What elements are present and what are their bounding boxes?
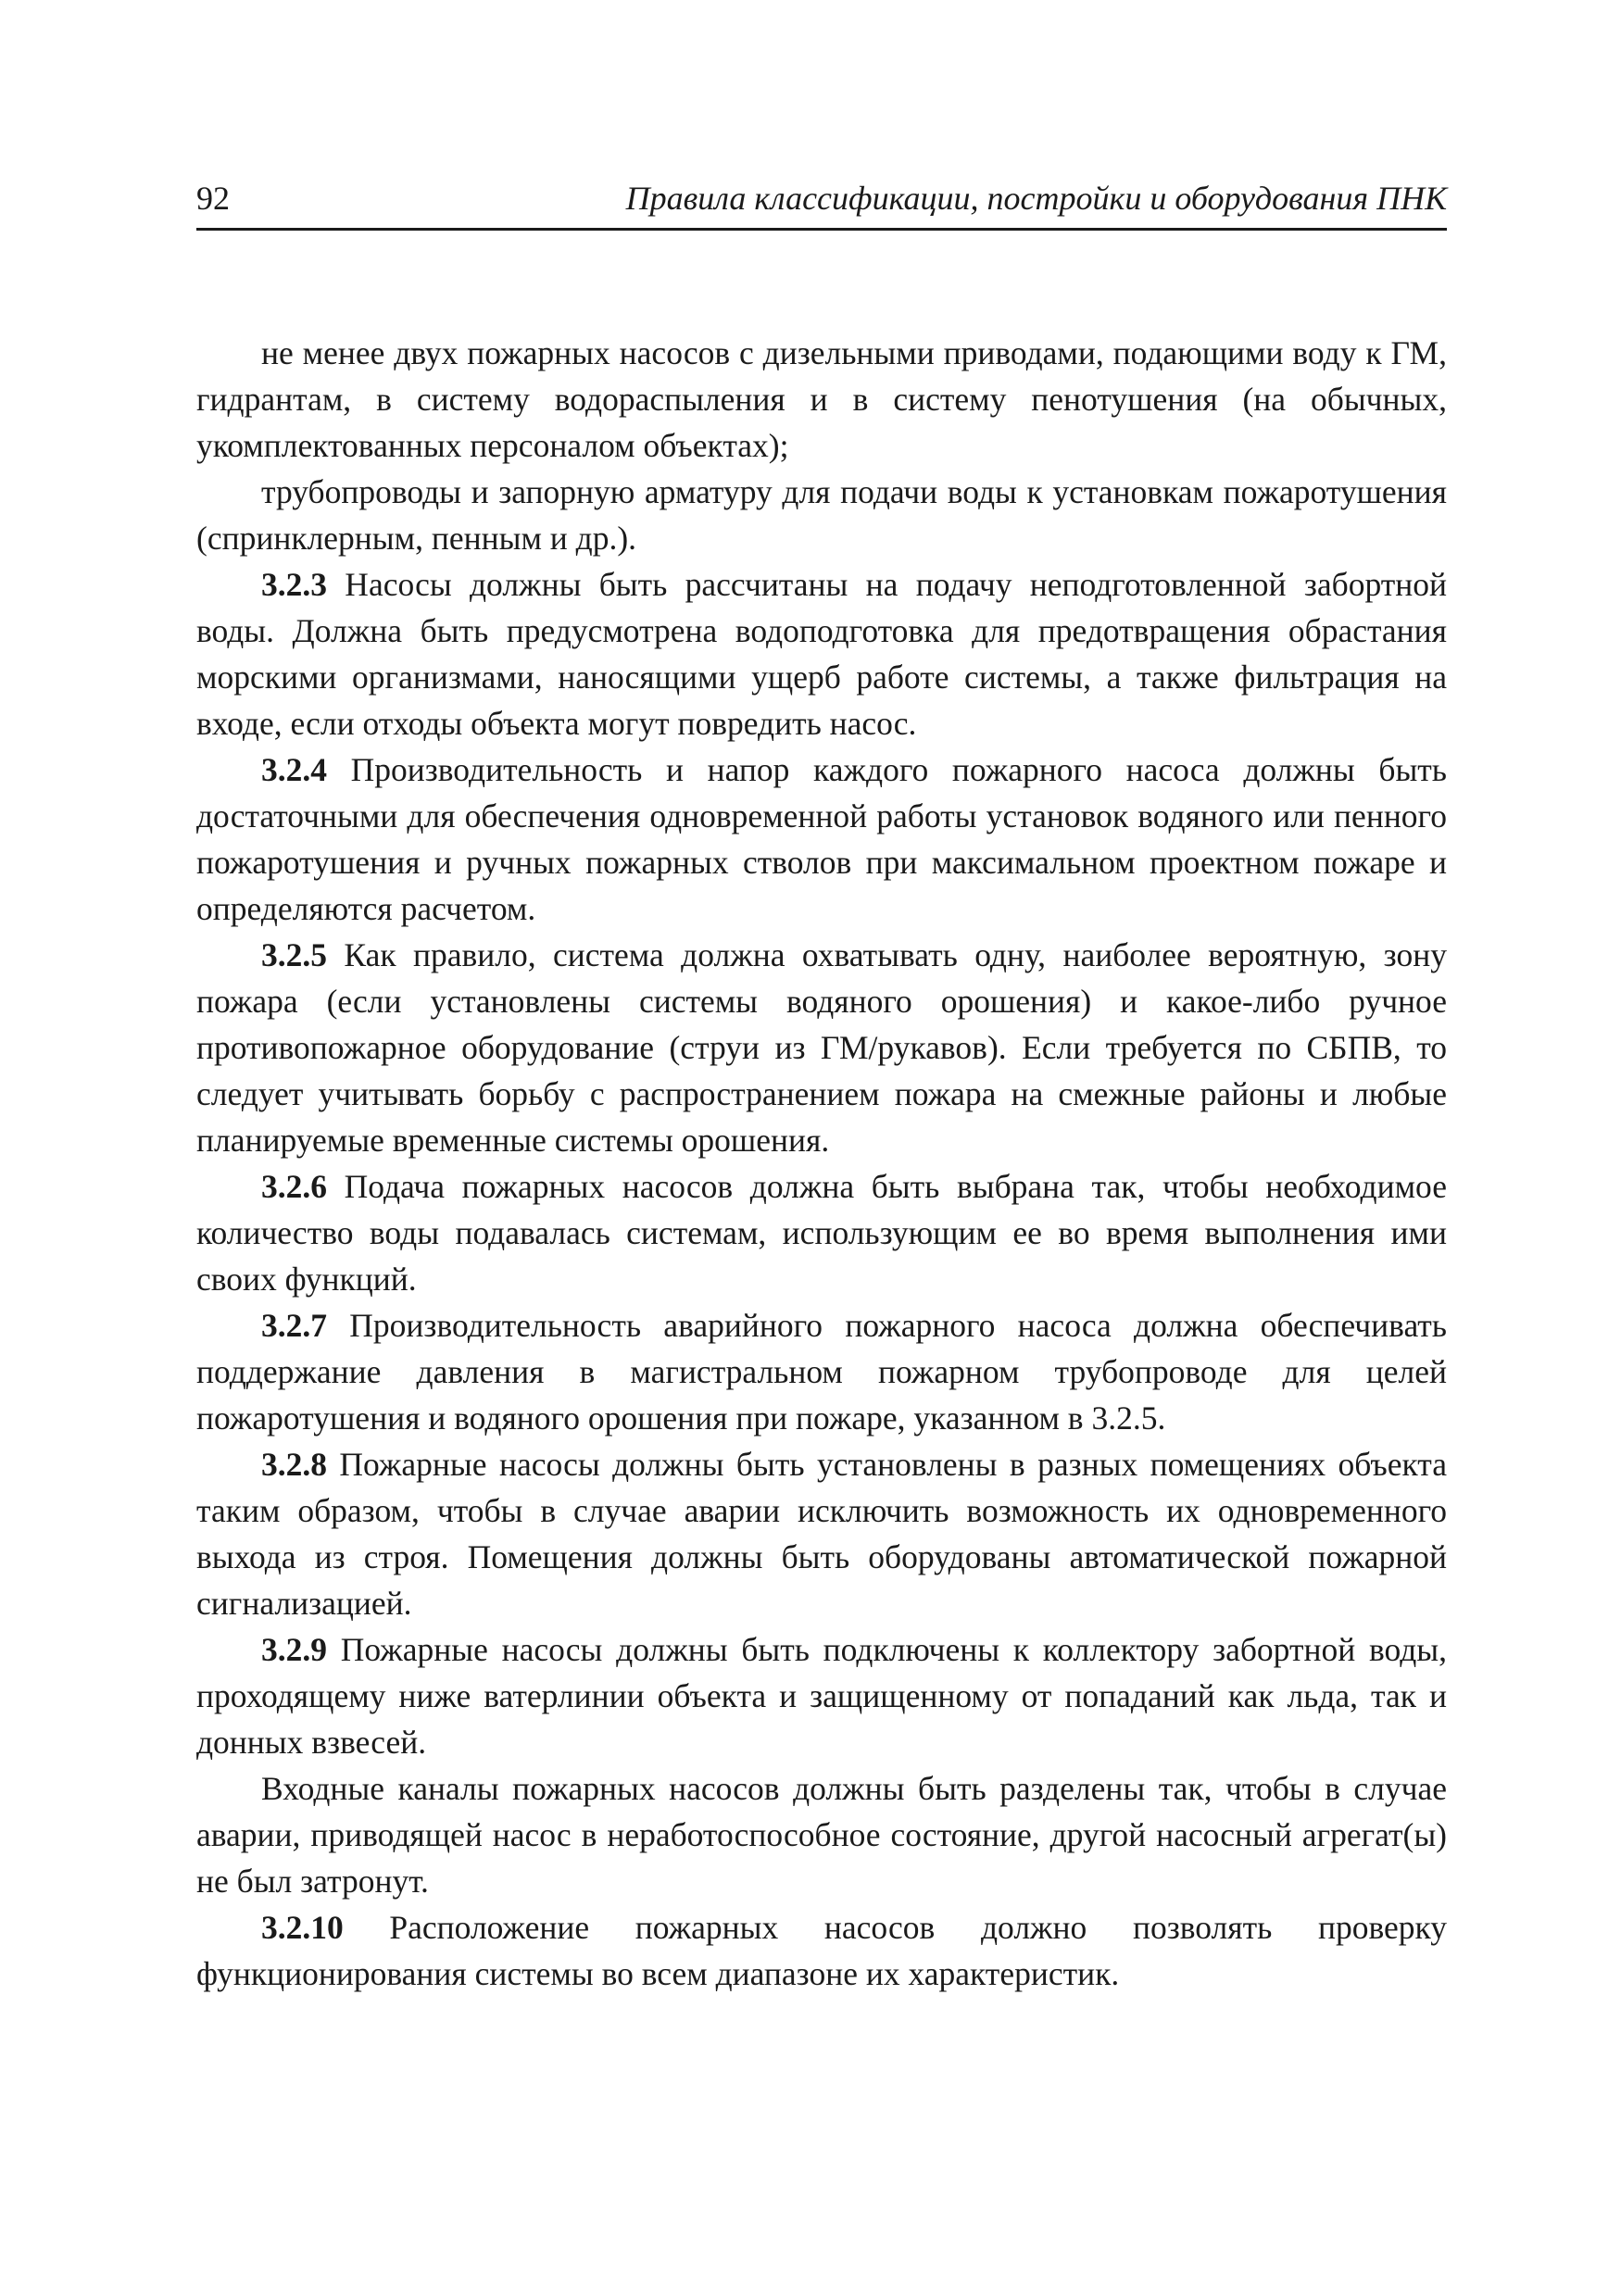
section-number: 3.2.3 (261, 566, 327, 603)
paragraph-text: Подача пожарных насосов должна быть выбрана так, чтобы необходимое количество воды подавалась системам, использующим ее во время выполнения ими своих функций. (196, 1168, 1447, 1298)
section-number: 3.2.8 (261, 1446, 327, 1483)
body-text (196, 330, 1447, 1997)
section-number: 3.2.10 (261, 1909, 344, 1946)
paragraph-text: Пожарные насосы должны быть установлены в разных помещениях объекта таким образом, чтобы в случае аварии исключить возможность их одновременного выхода из строя. Помещения должны быть оборудованы автоматической пожарной сигнализацией. (196, 1446, 1447, 1622)
paragraph-text: трубопроводы и запорную арматуру для подачи воды к установкам пожаротушения (спринклерным, пенным и др.). (196, 473, 1447, 557)
section-number: 3.2.6 (261, 1168, 327, 1205)
section-number: 3.2.7 (261, 1307, 327, 1344)
paragraph-text: Производительность и напор каждого пожарного насоса должны быть достаточными для обеспечения одновременной работы установок водяного или пенного пожаротушения и ручных пожарных стволов при максимальном проектном пожаре и определяются расчетом. (196, 751, 1447, 927)
paragraph-3-2-9-continued (196, 1765, 1447, 1904)
section-number: 3.2.5 (261, 936, 327, 973)
paragraph-text: Насосы должны быть рассчитаны на подачу неподготовленной забортной воды. Должна быть предусмотрена водоподготовка для предотвращения обрастания морскими организмами, наносящими ущерб работе системы, а также фильтрация на входе, если отходы объекта могут повредить насос. (196, 566, 1447, 742)
paragraph-text: Входные каналы пожарных насосов должны быть разделены так, чтобы в случае аварии, приводящей насос в неработоспособное состояние, другой насосный агрегат(ы) не был затронут. (196, 1770, 1447, 1900)
paragraph-3-2-4 (196, 747, 1447, 932)
paragraph-text: Производительность аварийного пожарного насоса должна обеспечивать поддержание давления в магистральном пожарном трубопроводе для целей пожаротушения и водяного орошения при пожаре, указанном в 3.2.5. (196, 1307, 1447, 1437)
paragraph-3-2-10 (196, 1904, 1447, 1997)
paragraph-3-2-7 (196, 1302, 1447, 1441)
paragraph-3-2-3 (196, 561, 1447, 747)
paragraph-text: Как правило, система должна охватывать одну, наиболее вероятную, зону пожара (если установлены системы водяного орошения) и какое-либо ручное противопожарное оборудование (струи из ГМ/рукавов). Если требуется по СБПВ, то следует учитывать борьбу с распространением пожара на смежные районы и любые планируемые временные системы орошения. (196, 936, 1447, 1159)
paragraph-3-2-8 (196, 1441, 1447, 1626)
section-number: 3.2.4 (261, 751, 327, 788)
page-header (196, 174, 1447, 231)
page-number: 92 (196, 180, 230, 217)
paragraph-3-2-6 (196, 1163, 1447, 1302)
running-title: Правила классификации, постройки и оборудования ПНК (625, 180, 1447, 217)
paragraph-1 (196, 330, 1447, 469)
paragraph-text: Пожарные насосы должны быть подключены к коллектору забортной воды, проходящему ниже ватерлинии объекта и защищенному от попаданий как льда, так и донных взвесей. (196, 1631, 1447, 1761)
section-number: 3.2.9 (261, 1631, 327, 1668)
paragraph-3-2-9 (196, 1626, 1447, 1765)
paragraph-text: Расположение пожарных насосов должно позволять проверку функционирования системы во всем диапазоне их характеристик. (196, 1909, 1447, 1992)
paragraph-3-2-5 (196, 932, 1447, 1163)
paragraph-2 (196, 469, 1447, 561)
paragraph-text: не менее двух пожарных насосов с дизельными приводами, подающими воду к ГМ, гидрантам, в систему водораспыления и в систему пенотушения (на обычных, укомплектованных персоналом объектах); (196, 334, 1447, 464)
